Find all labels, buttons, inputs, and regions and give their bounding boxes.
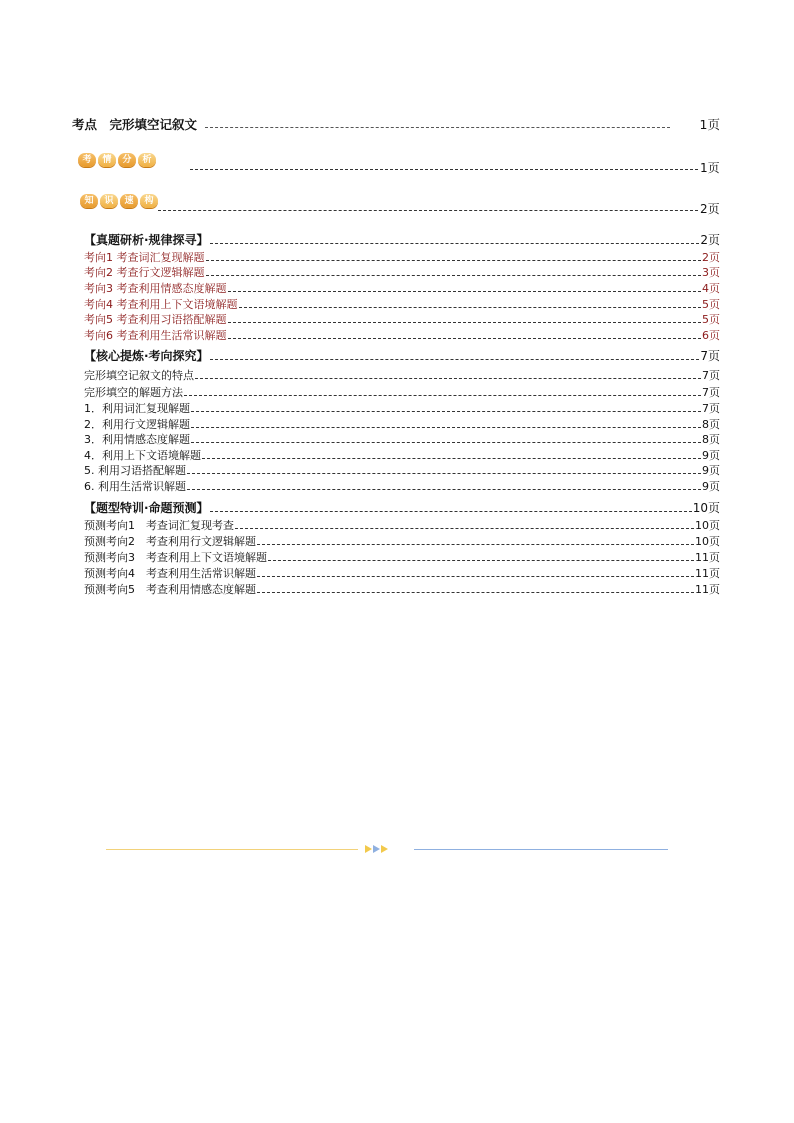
toc-item[interactable]	[84, 313, 720, 326]
badge-knowledge-structure-page[interactable]: 2页	[700, 202, 720, 216]
toc-item[interactable]	[84, 369, 720, 382]
toc-item-page: 11页	[695, 567, 720, 580]
toc-section-label: 【题型特训·命题预测】	[84, 501, 209, 515]
toc-section-title[interactable]	[84, 349, 720, 363]
toc-leader	[184, 395, 701, 396]
toc-leader	[228, 338, 702, 339]
toc-item-page: 8页	[702, 433, 720, 446]
badge-exam-analysis-page[interactable]: 1页	[700, 161, 720, 175]
toc-leader	[205, 127, 670, 128]
toc-item-label: 6. 利用生活常识解题	[84, 480, 186, 493]
toc-leader	[210, 243, 700, 244]
toc-leader	[239, 307, 702, 308]
toc-item-page: 9页	[702, 464, 720, 477]
toc-leader	[187, 473, 701, 474]
toc-item-label: 5. 利用习语搭配解题	[84, 464, 186, 477]
toc-item-label: 考向2 考查行文逻辑解题	[84, 266, 205, 279]
toc-item[interactable]	[84, 464, 720, 477]
toc-item-label: 考向4 考查利用上下文语境解题	[84, 298, 238, 311]
toc-item-page: 7页	[702, 369, 720, 382]
toc-section-title[interactable]	[84, 501, 720, 515]
toc-item-page: 7页	[702, 402, 720, 415]
toc-leader	[206, 275, 702, 276]
badge-char: 识	[100, 194, 118, 208]
toc-item-page: 5页	[702, 298, 720, 311]
arrow-icon	[365, 845, 372, 853]
toc-item[interactable]	[84, 433, 720, 446]
toc-item-page: 9页	[702, 480, 720, 493]
toc-item-label: 完形填空的解题方法	[84, 386, 183, 399]
toc-leader	[195, 378, 701, 379]
badge-char: 析	[138, 153, 156, 167]
toc-item-page: 2页	[702, 251, 720, 264]
toc-item-label: 预测考向1 考查词汇复现考查	[84, 519, 234, 532]
toc-item-page: 11页	[695, 583, 720, 596]
toc-item[interactable]	[84, 282, 720, 295]
toc-item[interactable]	[84, 519, 720, 532]
toc-item[interactable]	[84, 418, 720, 431]
toc-section-label: 【真题研析·规律探寻】	[84, 233, 209, 247]
toc-item-page: 9页	[702, 449, 720, 462]
toc-item-page: 10页	[695, 519, 720, 532]
toc-section-title[interactable]	[84, 233, 720, 247]
toc-item-page: 10页	[695, 535, 720, 548]
toc-leader	[187, 489, 701, 490]
toc-item[interactable]	[84, 329, 720, 342]
toc-section-page: 7页	[700, 349, 720, 363]
toc-leader	[202, 458, 701, 459]
toc-leader	[228, 322, 702, 323]
toc-item[interactable]	[84, 535, 720, 548]
toc-item[interactable]	[84, 251, 720, 264]
toc-item-label: 考向3 考查利用情感态度解题	[84, 282, 227, 295]
toc-section-page: 2页	[700, 233, 720, 247]
badge-char: 分	[118, 153, 136, 167]
toc-item[interactable]	[84, 551, 720, 564]
toc-item[interactable]	[84, 480, 720, 493]
toc-item-page: 8页	[702, 418, 720, 431]
toc-item-label: 2．利用行文逻辑解题	[84, 418, 190, 431]
toc-item-label: 1．利用词汇复现解题	[84, 402, 190, 415]
toc-main-page: 1页	[699, 117, 720, 132]
toc-leader	[257, 592, 694, 593]
badge-char: 情	[98, 153, 116, 167]
toc-item-page: 4页	[702, 282, 720, 295]
toc-item-page: 3页	[702, 266, 720, 279]
toc-leader	[206, 260, 702, 261]
toc-item-page: 7页	[702, 386, 720, 399]
toc-leader	[158, 210, 698, 211]
toc-item-label: 4．利用上下文语境解题	[84, 449, 201, 462]
toc-leader	[191, 411, 701, 412]
toc-item-label: 预测考向2 考查利用行文逻辑解题	[84, 535, 256, 548]
toc-leader	[191, 442, 701, 443]
arrow-icon	[373, 845, 380, 853]
toc-leader	[190, 169, 698, 170]
toc-item-page: 11页	[695, 551, 720, 564]
badge-char: 考	[78, 153, 96, 167]
badge-char: 构	[140, 194, 158, 208]
toc-leader	[257, 544, 694, 545]
badge-exam-analysis	[78, 153, 156, 167]
toc-item[interactable]	[84, 449, 720, 462]
divider-right	[414, 849, 668, 850]
divider-left	[106, 849, 358, 850]
toc-item[interactable]	[84, 402, 720, 415]
toc-item-label: 考向6 考查利用生活常识解题	[84, 329, 227, 342]
toc-leader	[268, 560, 694, 561]
toc-item-label: 考向1 考查词汇复现解题	[84, 251, 205, 264]
toc-item-label: 预测考向4 考查利用生活常识解题	[84, 567, 256, 580]
toc-item[interactable]	[84, 386, 720, 399]
toc-leader	[228, 291, 702, 292]
toc-main-entry[interactable]	[72, 117, 720, 132]
toc-section-label: 【核心提炼·考向探究】	[84, 349, 209, 363]
toc-item-page: 6页	[702, 329, 720, 342]
toc-leader	[235, 528, 694, 529]
toc-main-label: 考点 完形填空记叙文	[72, 117, 198, 132]
toc-item[interactable]	[84, 583, 720, 596]
toc-leader	[210, 359, 700, 360]
toc-item[interactable]	[84, 298, 720, 311]
toc-item-label: 预测考向3 考查利用上下文语境解题	[84, 551, 267, 564]
toc-item-page: 5页	[702, 313, 720, 326]
toc-item-label: 预测考向5 考查利用情感态度解题	[84, 583, 256, 596]
toc-item-label: 3．利用情感态度解题	[84, 433, 190, 446]
badge-char: 知	[80, 194, 98, 208]
toc-leader	[257, 576, 694, 577]
arrow-icon	[365, 845, 388, 853]
toc-item-label: 完形填空记叙文的特点	[84, 369, 194, 382]
arrow-icon	[381, 845, 388, 853]
toc-leader	[191, 427, 701, 428]
toc-section-page: 10页	[692, 501, 720, 515]
toc-item-label: 考向5 考查利用习语搭配解题	[84, 313, 227, 326]
toc-item[interactable]	[84, 266, 720, 279]
badge-char: 速	[120, 194, 138, 208]
badge-knowledge-structure	[80, 194, 158, 208]
toc-item[interactable]	[84, 567, 720, 580]
toc-leader	[210, 511, 692, 512]
